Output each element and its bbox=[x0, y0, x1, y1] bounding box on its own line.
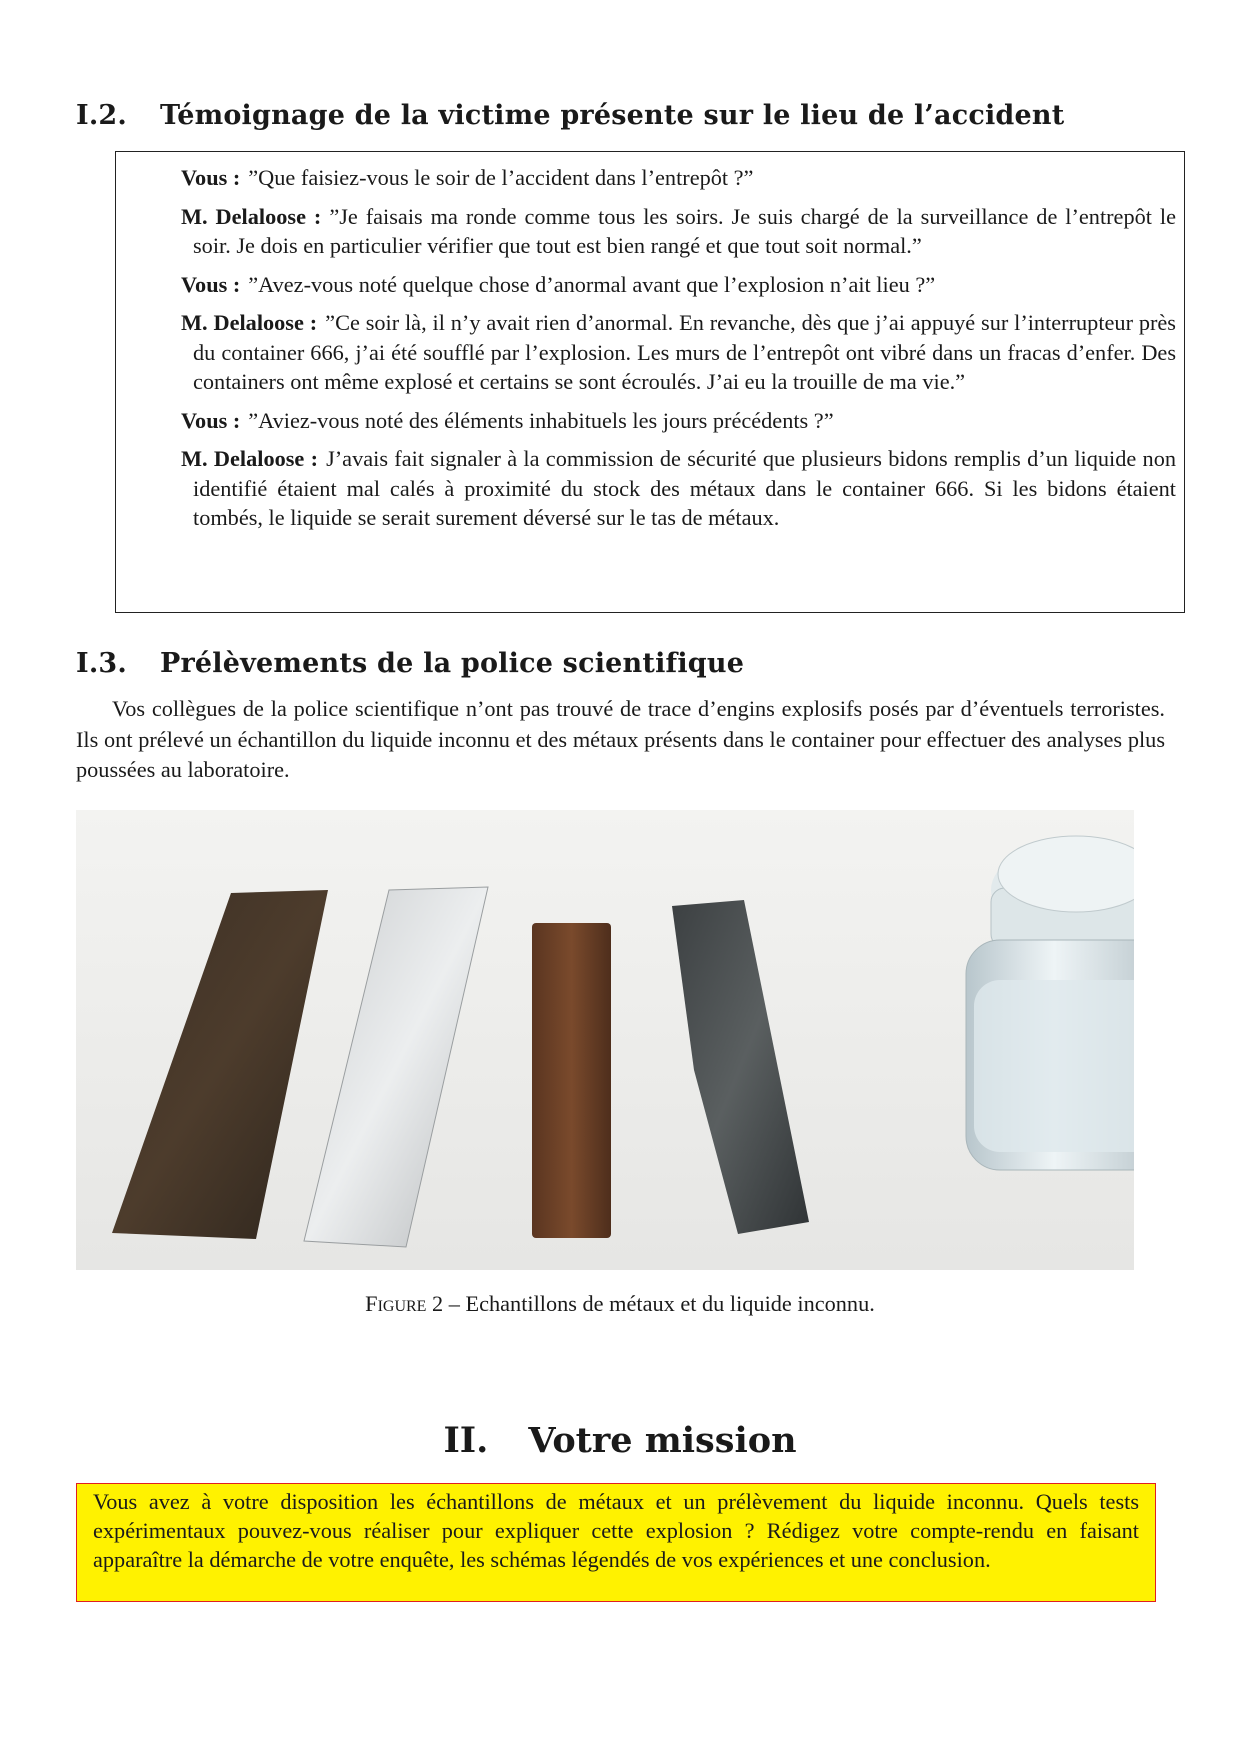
interview-box bbox=[115, 151, 1185, 613]
samples-photo bbox=[76, 810, 1134, 1270]
section-heading-i2 bbox=[76, 100, 1064, 131]
section-number: I.3. bbox=[76, 648, 128, 679]
speaker-label: Vous : bbox=[181, 165, 241, 190]
speaker-label: M. Delaloose : bbox=[181, 203, 322, 229]
section-title: Prélèvements de la police scientifique bbox=[160, 648, 745, 679]
speaker-label: M. Delaloose : bbox=[181, 310, 318, 335]
speaker-label: M. Delaloose : bbox=[181, 446, 319, 471]
speaker-label: Vous : bbox=[181, 271, 241, 297]
interview-line bbox=[181, 270, 1176, 300]
figure-caption-text: Echantillons de métaux et du liquide inconnu. bbox=[465, 1291, 875, 1316]
body-paragraph: Vos collègues de la police scientifique n’ont pas trouvé de trace d’engins explosifs posés par d’éventuels terroristes. Ils ont prélevé un échantillon du liquide inconnu et des métaux présents dans le container pour effectuer des analyses plus poussées au laboratoire. bbox=[76, 696, 1165, 782]
interview-text: ”Ce soir là, il n’y avait rien d’anormal. En revanche, dès que j’ai appuyé sur l’interrupteur près du container 666, j’ai été soufflé par l’explosion. Les murs de l’entrepôt ont vibré dans un fracas d’enfer. Des containers ont même explosé et certains se sont écroulés. J’ai eu la trouille de ma vie.” bbox=[193, 310, 1176, 394]
interview-line bbox=[181, 163, 1176, 193]
interview-text: ”Je faisais ma ronde comme tous les soirs. Je suis chargé de la surveillance de l’entrepôt le soir. Je dois en particulier vérifier que tout est bien rangé et que tout soit normal.” bbox=[193, 203, 1176, 258]
section-heading-ii bbox=[0, 1420, 1240, 1461]
interview-line bbox=[181, 444, 1176, 533]
interview-text: J’avais fait signaler à la commission de sécurité que plusieurs bidons remplis d’un liquide non identifié étaient mal calés à proximité du stock des métaux dans le container 666. Si les bidons étaient tombés, le liquide se serait surement déversé sur le tas de métaux. bbox=[193, 446, 1177, 530]
section-number: I.2. bbox=[76, 100, 128, 131]
section-number: II. bbox=[443, 1420, 489, 1461]
figure-caption bbox=[0, 1291, 1240, 1317]
section-title: Votre mission bbox=[528, 1420, 797, 1461]
copper-strip bbox=[532, 923, 611, 1238]
mission-box: Vous avez à votre disposition les échantillons de métaux et un prélèvement du liquide inconnu. Quels tests expérimentaux pouvez-vous réaliser pour expliquer cette explosion ? Rédigez votre compte-rendu en faisant apparaître la démarche de votre enquête, les schémas légendés de vos expériences et une conclusion. bbox=[76, 1483, 1156, 1602]
section-title: Témoignage de la victime présente sur le lieu de l’accident bbox=[160, 100, 1065, 131]
interview-text: ”Que faisiez-vous le soir de l’accident dans l’entrepôt ?” bbox=[248, 165, 754, 190]
interview-text: ”Avez-vous noté quelque chose d’anormal avant que l’explosion n’ait lieu ?” bbox=[248, 271, 936, 297]
figure-label: Figure 2 bbox=[365, 1291, 444, 1316]
interview-text: ”Aviez-vous noté des éléments inhabituels les jours précédents ?” bbox=[248, 407, 834, 433]
speaker-label: Vous : bbox=[181, 407, 241, 433]
interview-line bbox=[181, 202, 1176, 261]
figure-separator: – bbox=[448, 1291, 460, 1316]
interview-line bbox=[181, 406, 1176, 436]
section-heading-i3 bbox=[76, 648, 744, 679]
interview-line bbox=[181, 308, 1176, 397]
